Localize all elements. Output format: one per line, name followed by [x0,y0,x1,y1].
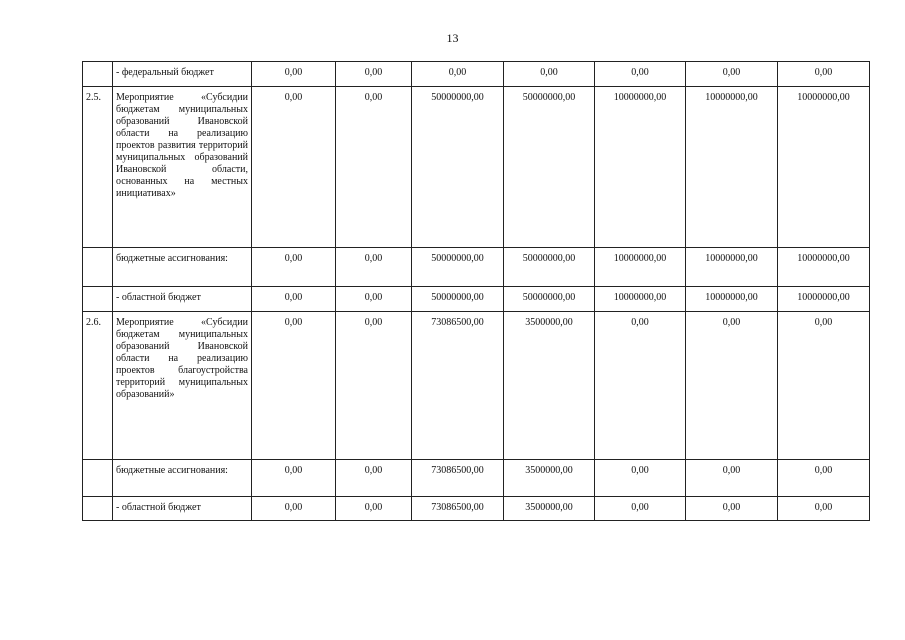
row-number [83,497,113,521]
value-cell: 0,00 [336,87,412,248]
value-cell: 50000000,00 [504,287,595,312]
value-cell: 0,00 [778,62,870,87]
table-row [83,287,870,312]
value-cell: 0,00 [252,287,336,312]
value-cell: 10000000,00 [778,248,870,287]
value-cell: 10000000,00 [778,87,870,248]
value-cell: 0,00 [252,248,336,287]
value-cell: 3500000,00 [504,460,595,497]
value-cell: 10000000,00 [595,248,686,287]
value-cell: 0,00 [336,62,412,87]
row-number [83,460,113,497]
value-cell: 0,00 [686,460,778,497]
value-cell: 73086500,00 [412,497,504,521]
budget-table [82,61,870,521]
value-cell: 0,00 [686,312,778,460]
value-cell: 0,00 [686,62,778,87]
value-cell: 50000000,00 [412,287,504,312]
table-row [83,87,870,248]
value-cell: 73086500,00 [412,460,504,497]
value-cell: 10000000,00 [686,248,778,287]
value-cell: 10000000,00 [686,87,778,248]
row-title: - областной бюджет [113,497,252,521]
value-cell: 73086500,00 [412,312,504,460]
value-cell: 50000000,00 [412,87,504,248]
table-row [83,248,870,287]
value-cell: 10000000,00 [595,87,686,248]
value-cell: 0,00 [504,62,595,87]
value-cell: 0,00 [252,460,336,497]
value-cell: 3500000,00 [504,497,595,521]
row-number [83,248,113,287]
value-cell: 0,00 [336,312,412,460]
value-cell: 50000000,00 [412,248,504,287]
value-cell: 0,00 [336,460,412,497]
value-cell: 0,00 [778,460,870,497]
value-cell: 10000000,00 [686,287,778,312]
row-title: - федеральный бюджет [113,62,252,87]
value-cell: 0,00 [595,460,686,497]
row-number: 2.5. [83,87,113,248]
row-title: Мероприятие «Субсидии бюджетам муниципальных образований Ивановской области на реализацию проектов развития территорий муниципальных образований Ивановской области, основанных на местных инициативах» [113,87,252,248]
page-number: 13 [446,31,459,45]
value-cell: 3500000,00 [504,312,595,460]
table-row [83,312,870,460]
value-cell: 0,00 [595,62,686,87]
value-cell: 0,00 [595,497,686,521]
value-cell: 0,00 [778,312,870,460]
value-cell: 0,00 [252,497,336,521]
value-cell: 0,00 [778,497,870,521]
table-row [83,497,870,521]
value-cell: 0,00 [595,312,686,460]
row-number [83,287,113,312]
row-title: бюджетные ассигнования: [113,460,252,497]
table-row [83,62,870,87]
value-cell: 50000000,00 [504,87,595,248]
row-number [83,62,113,87]
value-cell: 0,00 [252,87,336,248]
value-cell: 10000000,00 [778,287,870,312]
value-cell: 0,00 [252,62,336,87]
table-row [83,460,870,497]
value-cell: 0,00 [336,287,412,312]
row-number: 2.6. [83,312,113,460]
value-cell: 0,00 [252,312,336,460]
row-title: бюджетные ассигнования: [113,248,252,287]
value-cell: 10000000,00 [595,287,686,312]
row-title: Мероприятие «Субсидии бюджетам муниципальных образований Ивановской области на реализацию проектов благоустройства территорий муниципальных образований» [113,312,252,460]
value-cell: 0,00 [336,497,412,521]
value-cell: 0,00 [336,248,412,287]
value-cell: 0,00 [412,62,504,87]
value-cell: 0,00 [686,497,778,521]
value-cell: 50000000,00 [504,248,595,287]
row-title: - областной бюджет [113,287,252,312]
